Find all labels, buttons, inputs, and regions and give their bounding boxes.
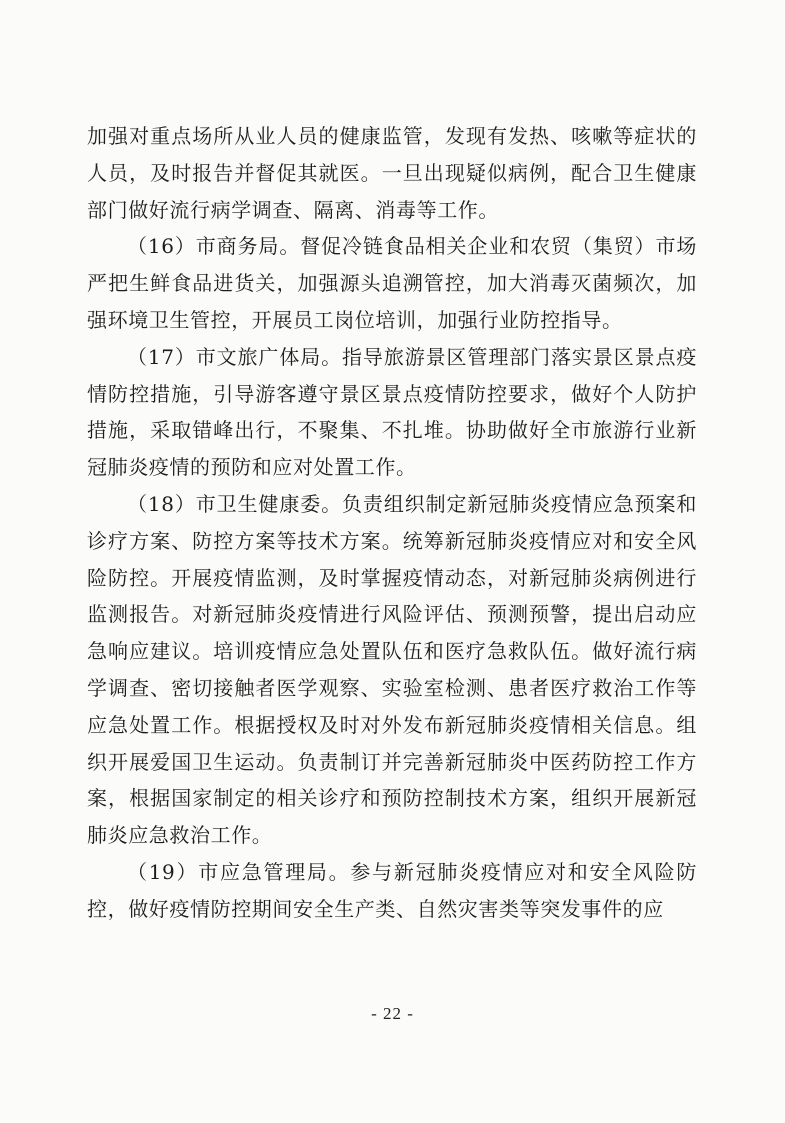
document-body xyxy=(87,118,697,928)
paragraph-item-17: （17）市文旅广体局。指导旅游景区管理部门落实景区景点疫情防控措施，引导游客遵守景区景点疫情防控要求，做好个人防护措施，采取错峰出行，不聚集、不扎堆。协助做好全市旅游行业新冠肺炎疫情的预防和应对处置工作。 xyxy=(87,344,697,480)
paragraph-item-19: （19）市应急管理局。参与新冠肺炎疫情应对和安全风险防控，做好疫情防控期间安全生产类、自然灾害类等突发事件的应 xyxy=(87,859,697,921)
page-number: - 22 - xyxy=(371,1004,414,1023)
paragraph-continuation: 加强对重点场所从业人员的健康监管，发现有发热、咳嗽等症状的人员，及时报告并督促其就医。一旦出现疑似病例，配合卫生健康部门做好流行病学调查、隔离、消毒等工作。 xyxy=(87,124,697,222)
paragraph-item-18: （18）市卫生健康委。负责组织制定新冠肺炎疫情应急预案和诊疗方案、防控方案等技术方案。统筹新冠肺炎疫情应对和安全风险防控。开展疫情监测，及时掌握疫情动态，对新冠肺炎病例进行监测报告。对新冠肺炎疫情进行风险评估、预测预警，提出启动应急响应建议。培训疫情应急处置队伍和医疗急救队伍。做好流行病学调查、密切接触者医学观察、实验室检测、患者医疗救治工作等应急处置工作。根据授权及时对外发布新冠肺炎疫情相关信息。组织开展爱国卫生运动。负责制订并完善新冠肺炎中医药防控工作方案，根据国家制定的相关诊疗和预防控制技术方案，组织开展新冠肺炎应急救治工作。 xyxy=(87,491,697,848)
paragraph-item-16: （16）市商务局。督促冷链食品相关企业和农贸（集贸）市场严把生鲜食品进货关，加强源头追溯管控，加大消毒灭菌频次，加强环境卫生管控，开展员工岗位培训，加强行业防控指导。 xyxy=(87,234,697,332)
